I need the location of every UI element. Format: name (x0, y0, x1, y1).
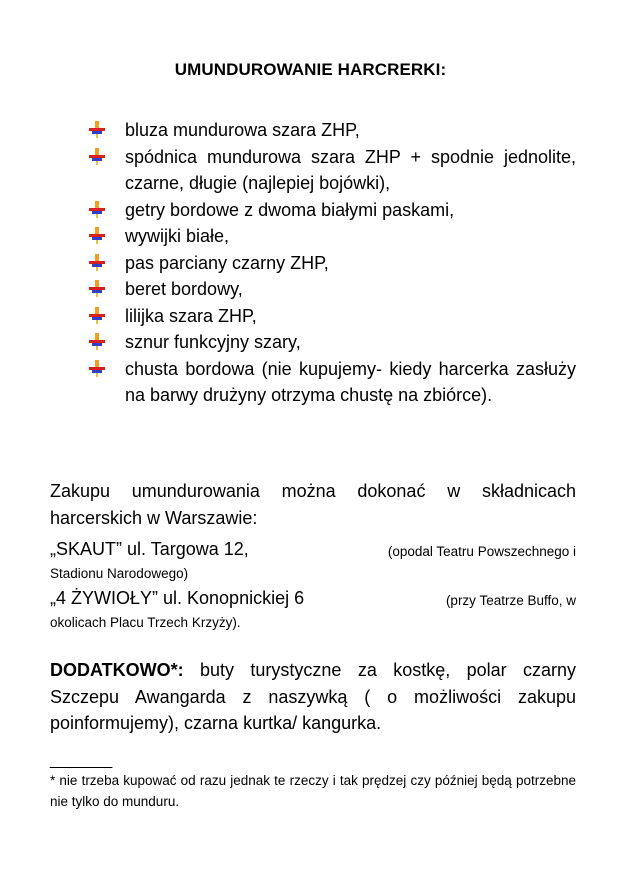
footnote: * nie trzeba kupować od razu jednak te rzeczy i tak prędzej czy później będą potrzebne nie tylko do munduru. (50, 773, 576, 809)
shop-name: „SKAUT” ul. Targowa 12, (50, 539, 249, 559)
list-item-text: pas parciany czarny ZHP, (125, 252, 329, 273)
shop-note-continued: okolicach Placu Trzech Krzyży). (50, 615, 241, 630)
pushpin-bullet-icon (88, 121, 106, 138)
list-item (88, 276, 576, 303)
list-item-text: sznur funkcyjny szary, (125, 332, 301, 352)
shop-note-continued: Stadionu Narodowego) (50, 566, 189, 581)
shop-4-zywioly (50, 587, 576, 634)
pushpin-bullet-icon (88, 201, 106, 218)
extra-paragraph (50, 657, 576, 737)
purchase-paragraph: Zakupu umundurowania można dokonać w składnicach harcerskich w Warszawie: (50, 481, 576, 528)
footnote-separator: _______ (50, 752, 113, 769)
list-item (88, 223, 576, 250)
page-title: UMUNDUROWANIE HARCRERKI: (174, 60, 447, 79)
list-item (88, 144, 576, 197)
pushpin-bullet-icon (88, 360, 106, 377)
shop-skaut (50, 538, 576, 585)
list-item (88, 197, 576, 224)
shop-note: (opodal Teatru Powszechnego i (387, 544, 576, 559)
list-item-text: beret bordowy, (125, 279, 243, 299)
list-item-text: bluza mundurowa szara ZHP, (125, 120, 360, 140)
pushpin-bullet-icon (88, 307, 106, 324)
pushpin-bullet-icon (88, 280, 106, 297)
list-item (88, 329, 576, 356)
list-item-text: chusta bordowa (nie kupujemy- kiedy harcerka zasłuży na barwy drużyny otrzyma chustę na zbiórce). (125, 358, 576, 405)
shop-note: (przy Teatrze Buffo, w (445, 593, 576, 608)
list-item-text: wywijki białe, (125, 226, 230, 246)
uniform-list (88, 117, 576, 409)
list-item (88, 117, 576, 144)
list-item-text: spódnica mundurowa szara ZHP + spodnie jednolite, czarne, długie (najlepiej bojówki), (125, 146, 576, 193)
list-item (88, 303, 576, 330)
list-item (88, 356, 576, 409)
extra-label: DODATKOWO*: (50, 660, 184, 680)
list-item (88, 250, 576, 277)
pushpin-bullet-icon (88, 254, 106, 271)
pushpin-bullet-icon (88, 148, 106, 165)
pushpin-bullet-icon (88, 227, 106, 244)
shop-name: „4 ŻYWIOŁY” ul. Konopnickiej 6 (50, 588, 305, 608)
extra-text: buty turystyczne za kostkę, polar czarny Szczepu Awangarda z naszywką ( o możliwości zakupu poinformujemy), czarna kurtka/ kangurka. (50, 660, 576, 733)
list-item-text: getry bordowe z dwoma białymi paskami, (125, 199, 455, 220)
list-item-text: lilijka szara ZHP, (125, 305, 257, 326)
pushpin-bullet-icon (88, 333, 106, 350)
